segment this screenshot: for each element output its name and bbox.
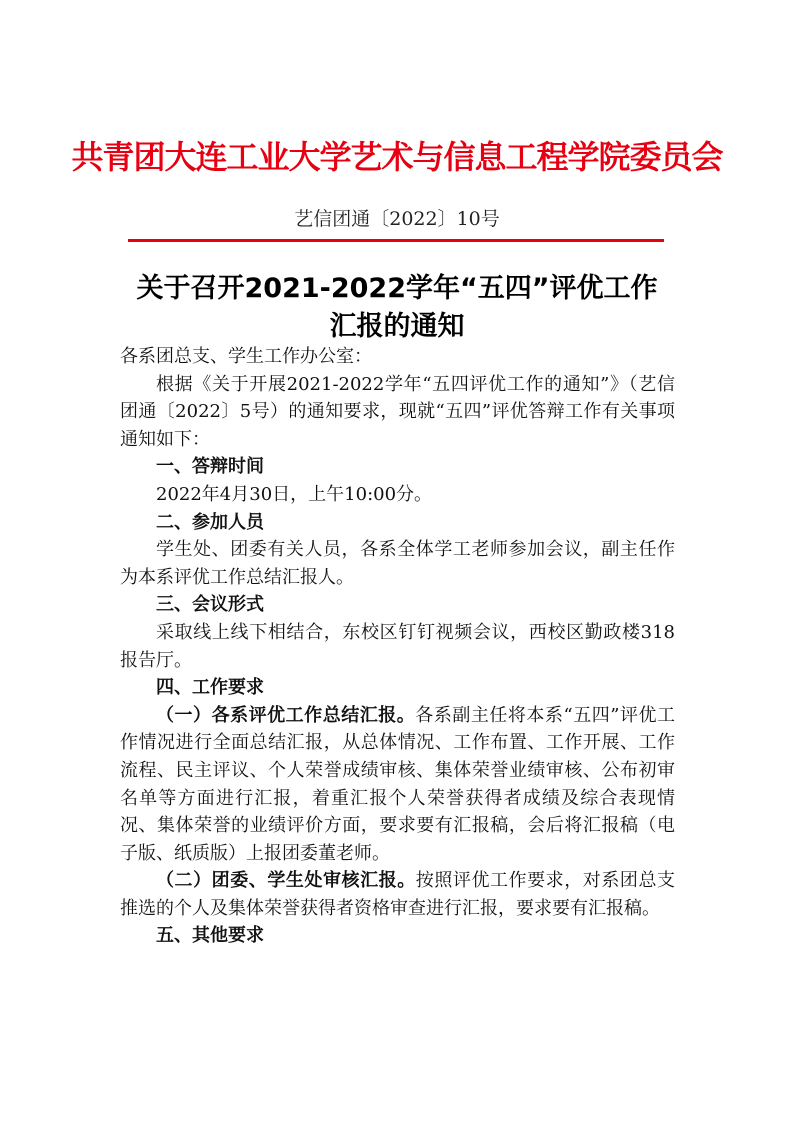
section-text-format: 采取线上线下相结合，东校区钉钉视频会议，西校区勤政楼318报告厅。 xyxy=(120,621,675,671)
requirement-1-paragraph xyxy=(120,702,675,868)
section-heading-requirements: 四、工作要求 xyxy=(156,677,264,699)
requirement-2-text: 按照评优工作要求，对系团总支推选的个人及集体荣誉获得者资格审查进行汇报，要求要有汇报稿。 xyxy=(120,870,676,919)
section-heading-other: 五、其他要求 xyxy=(156,925,264,947)
section-heading-format: 三、会议形式 xyxy=(156,594,264,616)
title-line-1: 关于召开2021-2022学年“五四”评优工作 xyxy=(136,273,658,304)
document-number: 艺信团通〔2022〕10号 xyxy=(294,208,500,230)
requirement-2-paragraph xyxy=(120,867,675,922)
red-divider-line xyxy=(128,239,664,242)
document-title xyxy=(110,270,684,346)
section-heading-participants: 二、参加人员 xyxy=(156,511,264,533)
document-body xyxy=(120,343,675,950)
organization-header: 共青团大连工业大学艺术与信息工程学院委员会 xyxy=(71,138,723,176)
addressee: 各系团总支、学生工作办公室： xyxy=(120,346,372,367)
section-text-time: 2022年4月30日，上午10:00分。 xyxy=(156,483,433,505)
requirement-1-text: 各系副主任将本系“五四”评优工作情况进行全面总结汇报，从总体情况、工作布置、工作开展、工作流程、民主评议、个人荣誉成绩审核、集体荣誉业绩审核、公布初审名单等方面进行汇报，着重汇报个人荣誉获得者成绩及综合表现情况、集体荣誉的业绩评价方面，要求要有汇报稿，会后将汇报稿（电子版、纸质版）上报团委董老师。 xyxy=(120,704,675,864)
requirement-2-label: （二）团委、学生处审核汇报。 xyxy=(156,870,416,892)
section-text-participants: 学生处、团委有关人员，各系全体学工老师参加会议，副主任作为本系评优工作总结汇报人。 xyxy=(120,539,675,588)
section-heading-time: 一、答辩时间 xyxy=(156,456,264,478)
requirement-1-label: （一）各系评优工作总结汇报。 xyxy=(156,704,416,726)
intro-paragraph: 根据《关于开展2021-2022学年“五四评优工作的通知”》（艺信团通〔2022〕5号）的通知要求，现就“五四”评优答辩工作有关事项通知如下： xyxy=(120,373,675,450)
title-line-2: 汇报的通知 xyxy=(329,311,465,342)
